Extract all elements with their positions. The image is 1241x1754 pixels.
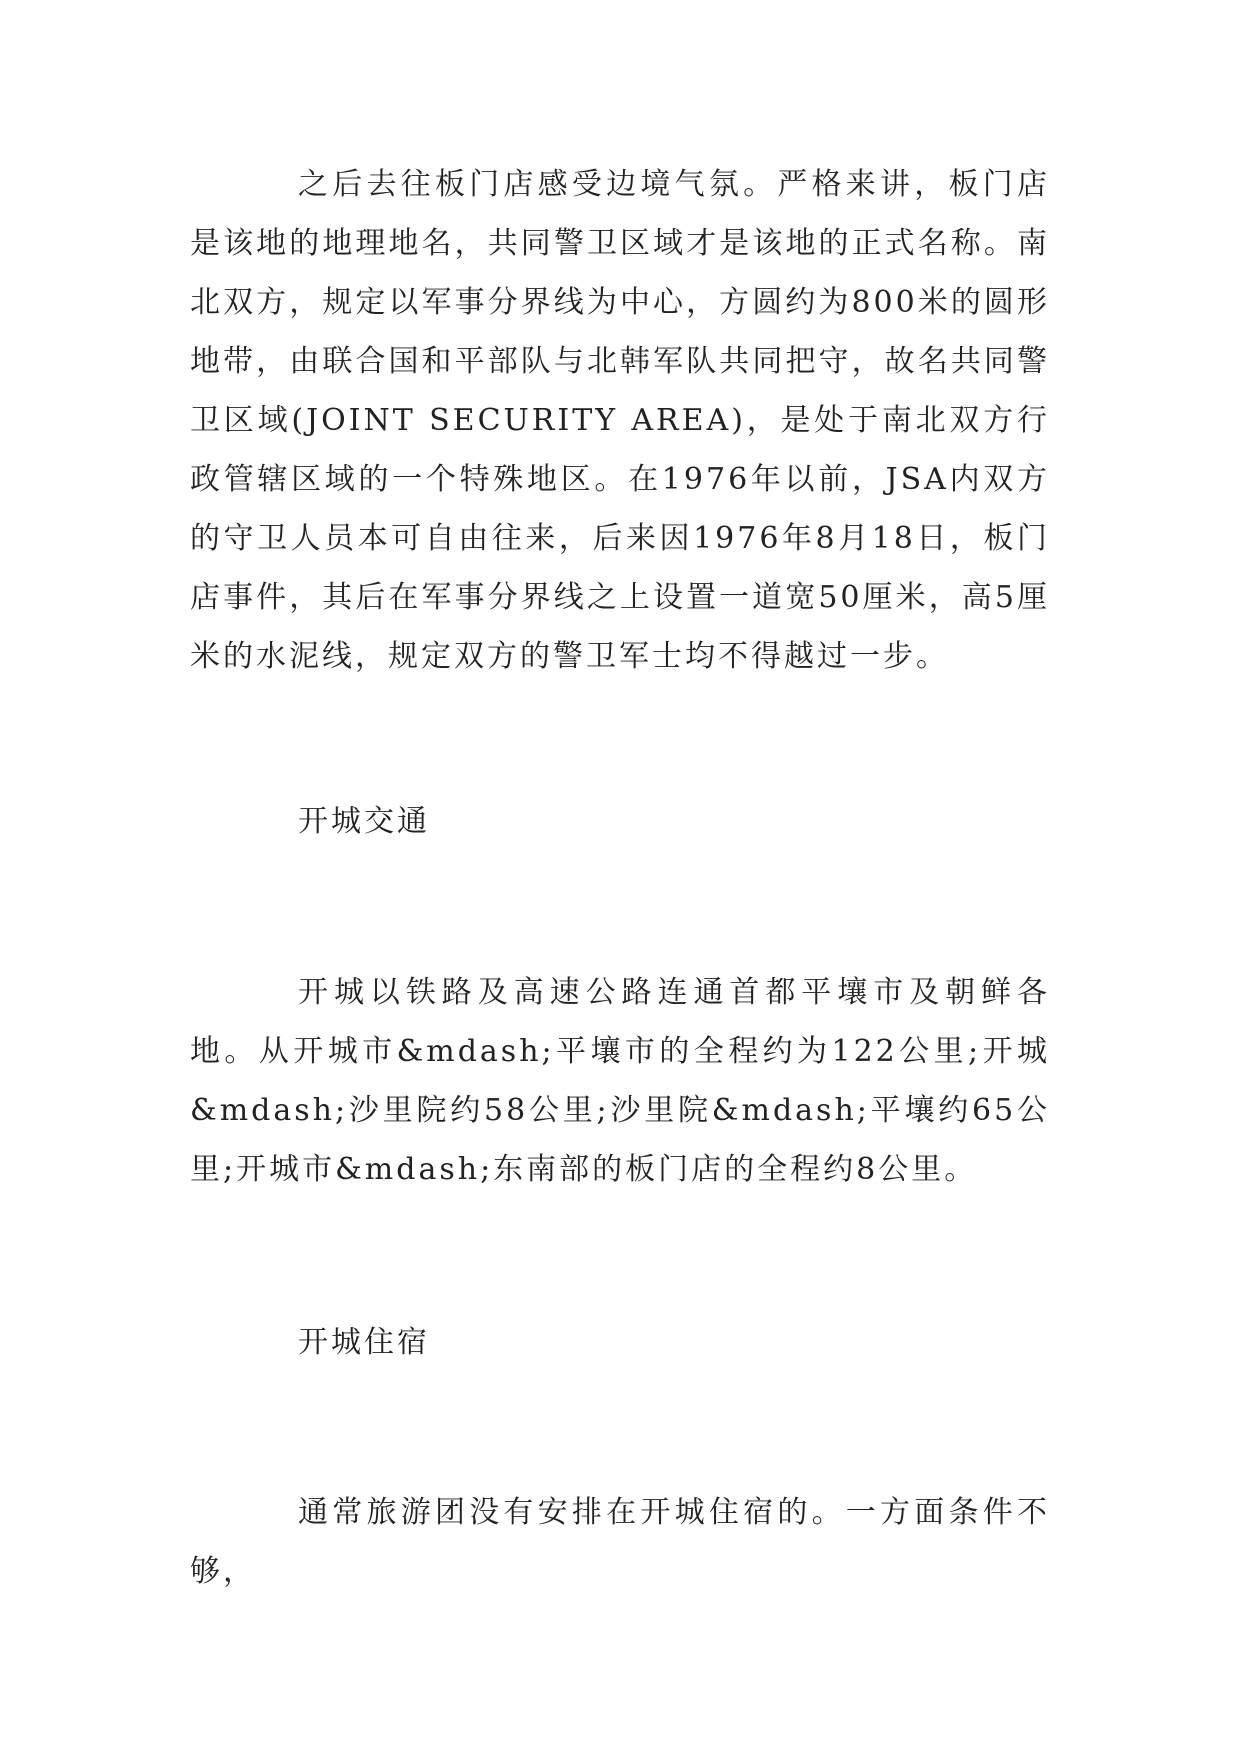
section-heading-transport: 开城交通 — [298, 804, 430, 839]
paragraph-panmunjom: 之后去往板门店感受边境气氛。严格来讲，板门店是该地的地理地名，共同警卫区域才是该地的正式名称。南北双方，规定以军事分界线为中心，方圆约为800米的圆形地带，由联合国和平部队与北韩军队共同把守，故名共同警卫区域(JOINT SECURITY AREA)，是处于南北双方行政管辖区域的一个特殊地区。在1976年以前，JSA内双方的守卫人员本可自由往来，后来因1976年8月18日，板门店事件，其后在军事分界线之上设置一道宽50厘米，高5厘米的水泥线，规定双方的警卫军士均不得越过一步。 — [190, 167, 1050, 674]
paragraph-transport: 开城以铁路及高速公路连通首都平壤市及朝鲜各地。从开城市&mdash;平壤市的全程约为122公里;开城&mdash;沙里院约58公里;沙里院&mdash;平壤约65公里;开城市&mdash;东南部的板门店的全程约8公里。 — [190, 975, 1050, 1187]
paragraph-accommodation: 通常旅游团没有安排在开城住宿的。一方面条件不够， — [190, 1495, 1050, 1589]
section-heading-accommodation: 开城住宿 — [298, 1325, 430, 1360]
